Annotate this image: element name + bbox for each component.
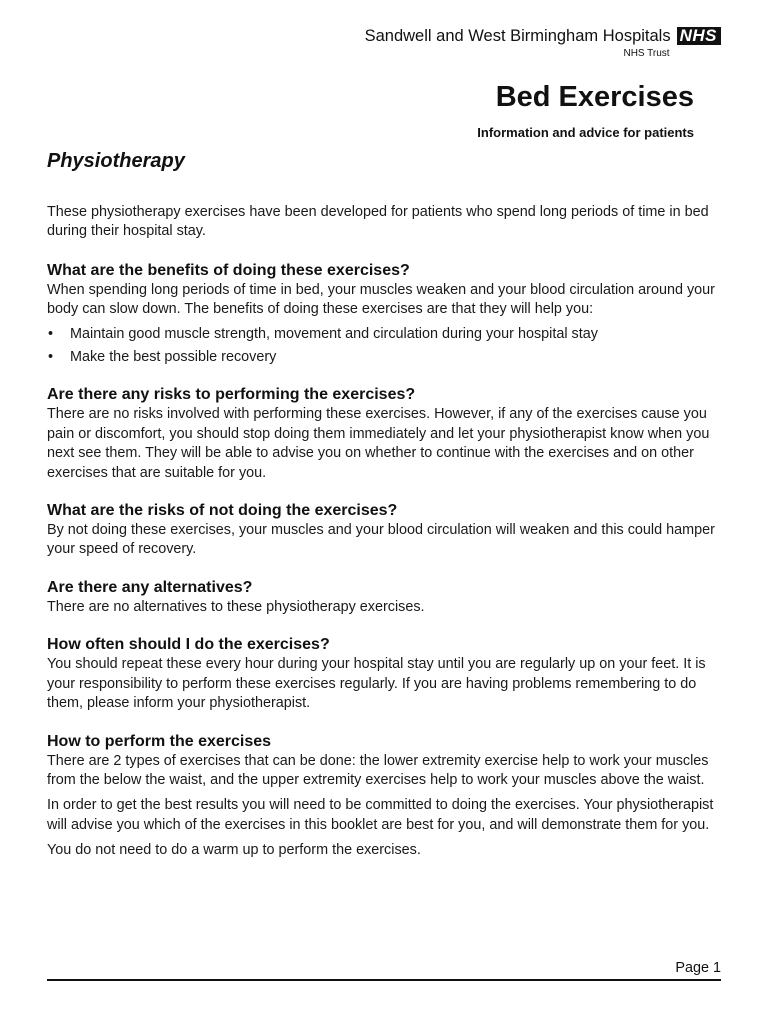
section-paragraph: By not doing these exercises, your muscles and your blood circulation will weaken and this could hamper your speed of recovery.	[47, 522, 715, 558]
organisation-block	[365, 24, 671, 60]
section-paragraph: There are 2 types of exercises that can be done: the lower extremity exercise help to work your muscles from the below the waist, and the upper extremity exercises help to work your muscles above the waist.	[47, 752, 709, 788]
section-heading-benefits: What are the benefits of doing these exercises?	[47, 261, 410, 279]
section-paragraph: You do not need to do a warm up to perform the exercises.	[47, 842, 421, 859]
section-paragraph: When spending long periods of time in bed, your muscles weaken and your blood circulation around your body can slow down. The benefits of doing these exercises are that they will help you:	[47, 281, 715, 318]
section-paragraph: There are no alternatives to these physiotherapy exercises.	[47, 598, 425, 615]
document-title: Bed Exercises	[495, 81, 694, 113]
organisation-name: Sandwell and West Birmingham Hospitals	[364, 27, 671, 45]
section-heading-risks: Are there any risks to performing the exercises?	[47, 386, 416, 404]
page-number: Page 1	[675, 960, 721, 976]
section-paragraph: In order to get the best results you will need to be committed to doing the exercises. Your physiotherapist will advise you which of the exercises in this booklet are best for you, and will demonstrate them for you.	[47, 797, 714, 833]
department-heading: Physiotherapy	[47, 150, 185, 172]
section-heading-risks-not-doing: What are the risks of not doing the exercises?	[47, 502, 398, 520]
trust-label: NHS Trust	[623, 48, 670, 59]
nhs-logo: NHS	[677, 27, 721, 45]
section-paragraph: You should repeat these every hour during your hospital stay until you are regularly up on your feet. It is your responsibility to perform these exercises regularly. If you are having problems remembering to do them, please inform your physiotherapist.	[47, 656, 706, 712]
page-footer	[47, 958, 721, 981]
section-heading-alternatives: Are there any alternatives?	[47, 578, 253, 596]
document-body	[47, 203, 727, 861]
section-heading-frequency: How often should I do the exercises?	[47, 636, 330, 654]
page-header	[365, 24, 721, 60]
section-paragraph: There are no risks involved with performing these exercises. However, if any of the exercises cause you pain or discomfort, you should stop doing them immediately and let your physiotherapist know when you next see them. They will be able to advise you on whether to continue with the exercises and on other exercises that are suitable for you.	[47, 406, 710, 481]
document-subtitle: Information and advice for patients	[477, 125, 694, 140]
benefits-list	[47, 325, 727, 368]
list-item: • Make the best possible recovery	[47, 348, 727, 367]
list-item: • Maintain good muscle strength, movement and circulation during your hospital stay	[47, 325, 727, 344]
intro-paragraph: These physiotherapy exercises have been developed for patients who spend long periods of time in bed during their hospital stay.	[47, 204, 709, 240]
section-heading-how-to: How to perform the exercises	[47, 732, 272, 750]
